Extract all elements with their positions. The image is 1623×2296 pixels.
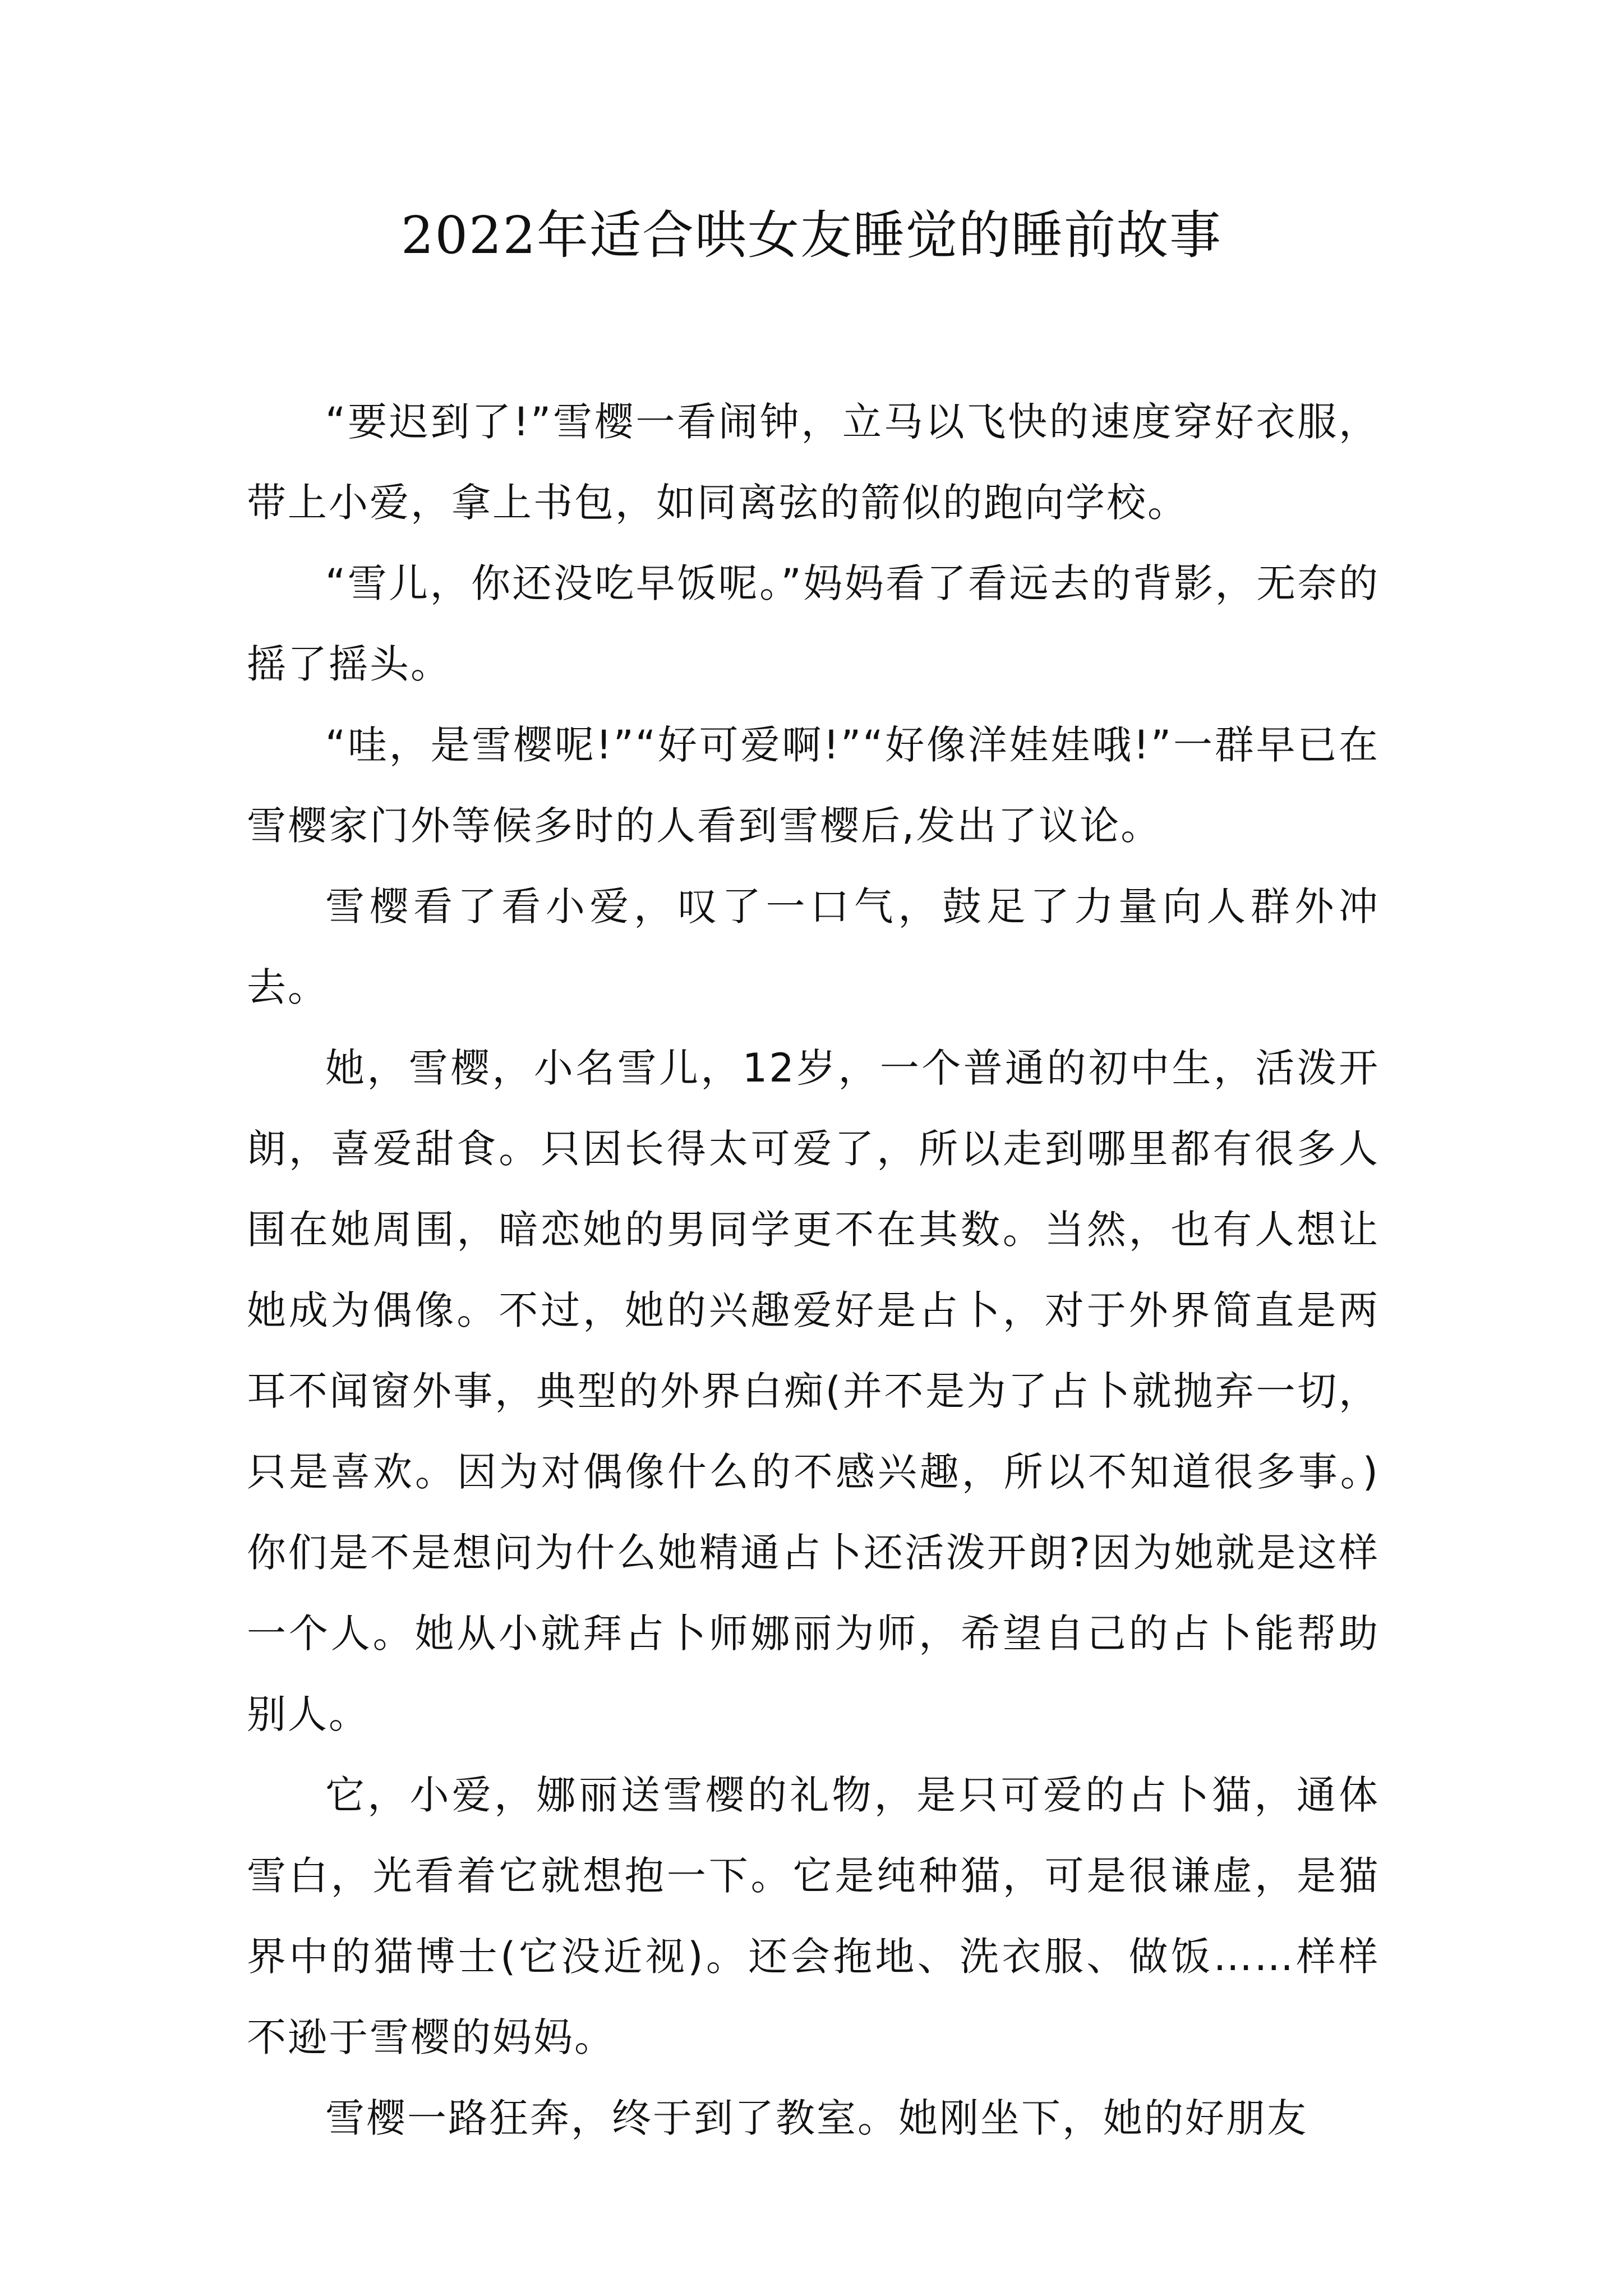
paragraph: 雪樱一路狂奔，终于到了教室。她刚坐下，她的好朋友 (325, 2095, 1308, 2141)
document-body (247, 381, 1380, 2159)
paragraph: “哇，是雪樱呢!”“好可爱啊!”“好像洋娃娃哦!”一群早已在雪樱家门外等候多时的人看到雪樱后,发出了议论。 (247, 722, 1380, 849)
document-title: 2022年适合哄女友睡觉的睡前故事 (400, 205, 1223, 265)
paragraph: 她，雪樱，小名雪儿，12岁，一个普通的初中生，活泼开朗，喜爱甜食。只因长得太可爱了，所以走到哪里都有很多人围在她周围，暗恋她的男同学更不在其数。当然，也有人想让她成为偶像。不过，她的兴趣爱好是占卜，对于外界简直是两耳不闻窗外事，典型的外界白痴(并不是为了占卜就抛弃一切，只是喜欢。因为对偶像什么的不感兴趣，所以不知道很多事。)你们是不是想问为什么她精通占卜还活泼开朗?因为她就是这样一个人。她从小就拜占卜师娜丽为师，希望自己的占卜能帮助别人。 (247, 1045, 1380, 1737)
paragraph: 它，小爱，娜丽送雪樱的礼物，是只可爱的占卜猫，通体雪白，光看着它就想抱一下。它是纯种猫，可是很谦虚，是猫界中的猫博士(它没近视)。还会拖地、洗衣服、做饭……样样不逊于雪樱的妈妈。 (247, 1772, 1380, 2060)
paragraph: “要迟到了!”雪樱一看闹钟，立马以飞快的速度穿好衣服，带上小爱，拿上书包，如同离弦的箭似的跑向学校。 (247, 399, 1380, 526)
paragraph: 雪樱看了看小爱，叹了一口气，鼓足了力量向人群外冲去。 (247, 884, 1380, 1010)
paragraph: “雪儿，你还没吃早饭呢。”妈妈看了看远去的背影，无奈的摇了摇头。 (247, 560, 1380, 687)
